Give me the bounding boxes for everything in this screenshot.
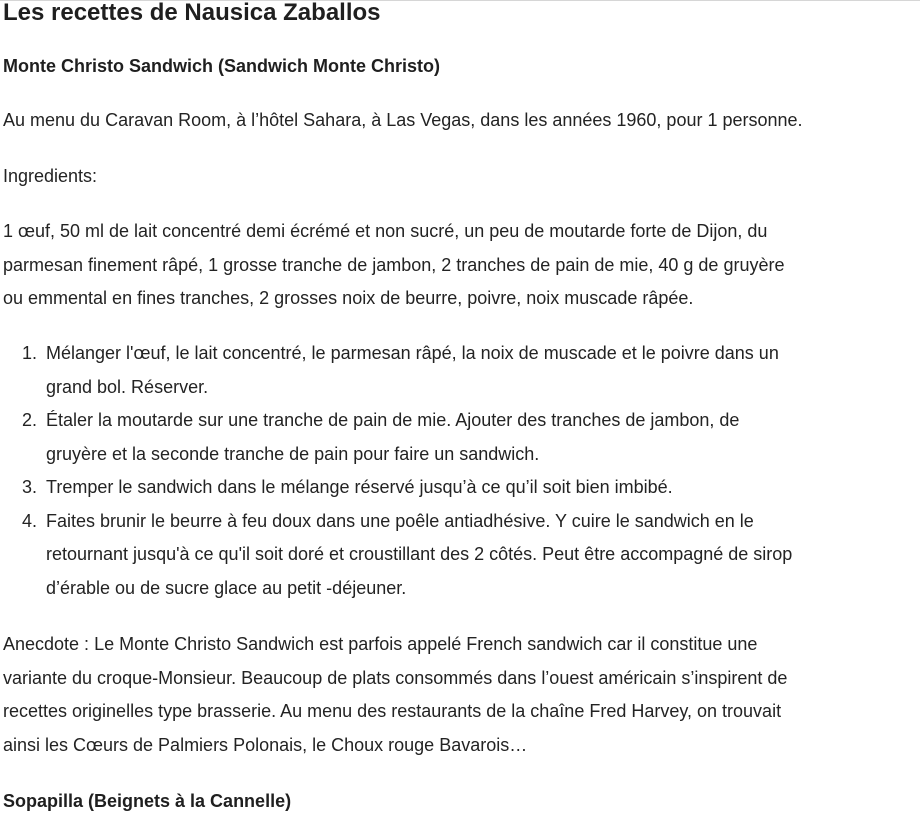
- step-number: 3.: [22, 477, 38, 497]
- step-number: 4.: [22, 510, 38, 531]
- step-line: Étaler la moutarde sur une tranche de pain de mie. Ajouter des tranches de jambon, de: [46, 410, 740, 430]
- anecdote-paragraph: [3, 628, 915, 762]
- step-number: 1.: [22, 343, 38, 363]
- step-item: [0, 471, 792, 505]
- recipe-title-monte-christo: Monte Christo Sandwich (Sandwich Monte Christo): [3, 56, 441, 76]
- recipe-title-sopapilla: Sopapilla (Beignets à la Cannelle): [3, 791, 292, 811]
- step-line: retournant jusqu'à ce qu'il soit doré et croustillant des 2 côtés. Peut être accompagné de sirop: [46, 544, 793, 564]
- anecdote-line: variante du croque-Monsieur. Beaucoup de plats consommés dans l’ouest américain s’inspirent de: [3, 667, 788, 688]
- anecdote-line: recettes originelles type brasserie. Au menu des restaurants de la chaîne Fred Harvey, on trouvait: [3, 701, 782, 721]
- step-line: Tremper le sandwich dans le mélange réservé jusqu’à ce qu’il soit bien imbibé.: [46, 477, 673, 497]
- step-line: d’érable ou de sucre glace au petit -déjeuner.: [46, 577, 407, 598]
- ingredients-line: parmesan finement râpé, 1 grosse tranche de jambon, 2 tranches de pain de mie, 40 g de gruyère: [3, 254, 785, 275]
- step-line: grand bol. Réserver.: [46, 376, 209, 397]
- step-line: Mélanger l'œuf, le lait concentré, le parmesan râpé, la noix de muscade et le poivre dans un: [46, 343, 779, 363]
- step-item: [0, 404, 792, 471]
- step-number: 2.: [22, 410, 38, 430]
- page-title: Les recettes de Nausica Zaballos: [3, 0, 381, 26]
- ingredients-label: Ingredients:: [3, 166, 98, 186]
- step-item: [0, 337, 792, 404]
- anecdote-line: ainsi les Cœurs de Palmiers Polonais, le Choux rouge Bavarois…: [3, 734, 528, 755]
- step-line: Faites brunir le beurre à feu doux dans une poêle antiadhésive. Y cuire le sandwich en le: [46, 510, 754, 531]
- anecdote-line: Anecdote : Le Monte Christo Sandwich est parfois appelé French sandwich car il constitue une: [3, 634, 758, 654]
- ingredients-line: 1 œuf, 50 ml de lait concentré demi écrémé et non sucré, un peu de moutarde forte de Dijon, du: [3, 221, 768, 241]
- recipe-intro: Au menu du Caravan Room, à l’hôtel Sahara, à Las Vegas, dans les années 1960, pour 1 personne.: [3, 110, 803, 130]
- steps-list: [0, 337, 792, 605]
- step-item: [0, 505, 792, 606]
- ingredients-line: ou emmental en fines tranches, 2 grosses noix de beurre, poivre, noix muscade râpée.: [3, 288, 694, 308]
- ingredients-list: [3, 215, 915, 316]
- step-line: gruyère et la seconde tranche de pain pour faire un sandwich.: [46, 443, 540, 464]
